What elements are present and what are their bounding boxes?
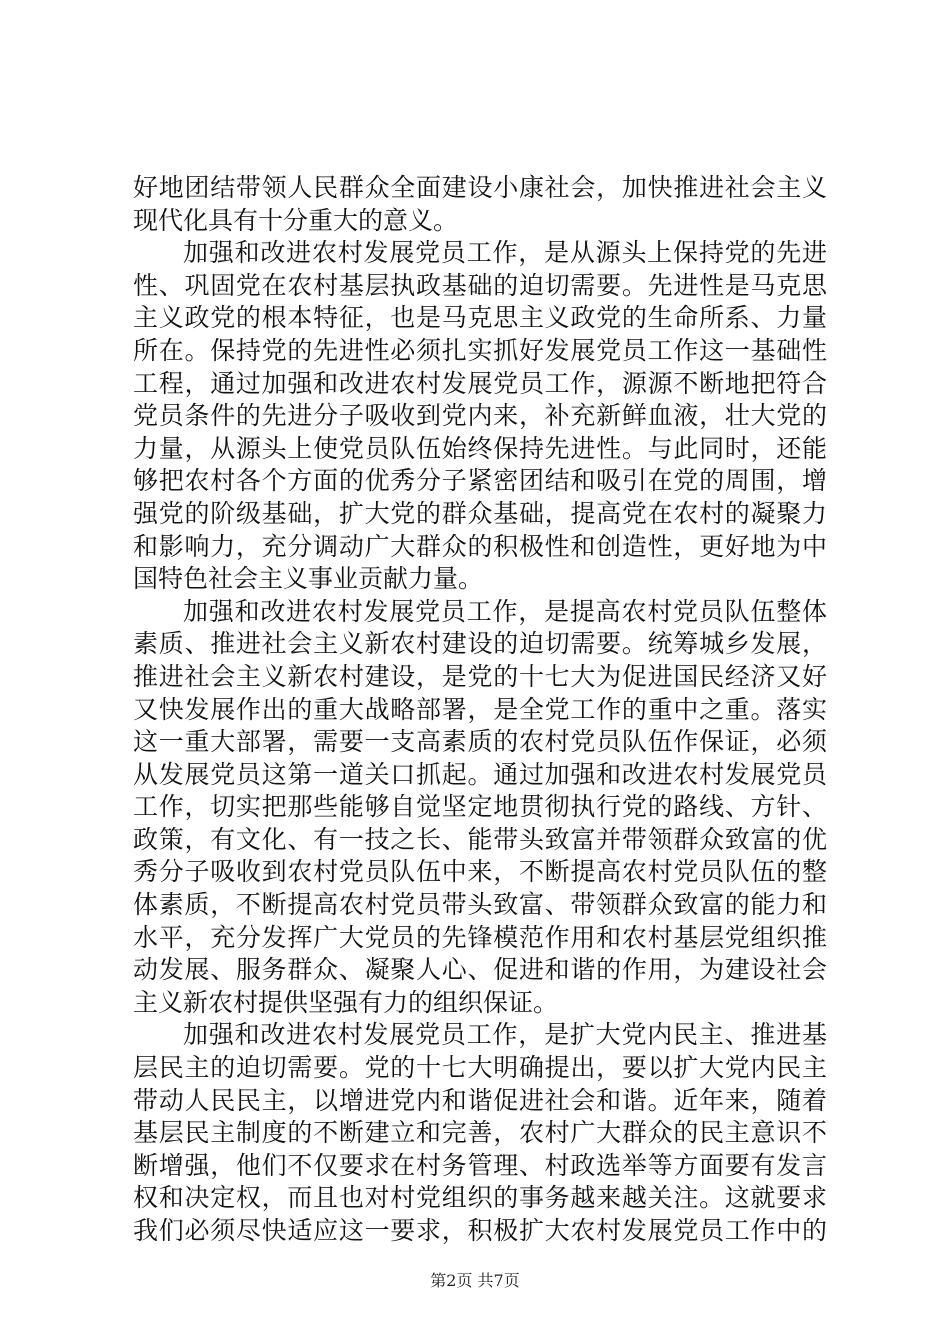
text-line: 这一重大部署，需要一支高素质的农村党员队伍作保证，必须 [133,727,827,757]
text-line: 从发展党员这第一道关口抓起。通过加强和改进农村发展党员 [133,759,827,789]
text-line: 推进社会主义新农村建设，是党的十七大为促进国民经济又好 [133,661,827,691]
text-line: 我们必须尽快适应这一要求，积极扩大农村发展党员工作中的 [133,1216,827,1245]
text-line: 和影响力，充分调动广大群众的积极性和创造性，更好地为中 [133,531,827,561]
text-line: 工作，切实把那些能够自觉坚定地贯彻执行党的路线、方针、 [133,792,827,822]
text-line: 基层民主制度的不断建立和完善，农村广大群众的民主意识不 [133,1118,827,1148]
text-line: 力量，从源头上使党员队伍始终保持先进性。与此同时，还能 [133,433,827,463]
text-line: 主义新农村提供坚强有力的组织保证。 [133,987,559,1017]
text-line: 体素质，不断提高农村党员带头致富、带领群众致富的能力和 [133,890,827,920]
text-line: 秀分子吸收到农村党员队伍中来，不断提高农村党员队伍的整 [133,857,827,887]
text-line: 工程，通过加强和改进农村发展党员工作，源源不断地把符合 [133,368,827,398]
text-line: 加强和改进农村发展党员工作，是从源头上保持党的先进 [183,238,827,268]
text-line: 现代化具有十分重大的意义。 [133,205,459,235]
text-line: 够把农村各个方面的优秀分子紧密团结和吸引在党的周围，增 [133,466,827,496]
text-line: 强党的阶级基础，扩大党的群众基础，提高党在农村的凝聚力 [133,498,827,528]
text-line: 主义政党的根本特征，也是马克思主义政党的生命所系、力量 [133,303,827,333]
text-line: 权和决定权，而且也对村党组织的事务越来越关注。这就要求 [133,1183,827,1213]
text-line: 素质、推进社会主义新农村建设的迫切需要。统筹城乡发展， [133,629,827,659]
text-line: 水平，充分发挥广大党员的先锋模范作用和农村基层党组织推 [133,922,827,952]
text-line: 又快发展作出的重大战略部署，是全党工作的重中之重。落实 [133,694,827,724]
text-line: 层民主的迫切需要。党的十七大明确提出，要以扩大党内民主 [133,1053,827,1083]
text-line: 动发展、服务群众、凝聚人心、促进和谐的作用，为建设社会 [133,955,827,985]
text-line: 党员条件的先进分子吸收到党内来，补充新鲜血液，壮大党的 [133,401,827,431]
page-footer: 第2页 共7页 [430,1271,520,1290]
text-line: 加强和改进农村发展党员工作，是提高农村党员队伍整体 [183,596,827,626]
text-line: 断增强，他们不仅要求在村务管理、村政选举等方面要有发言 [133,1150,827,1180]
text-line: 加强和改进农村发展党员工作，是扩大党内民主、推进基 [183,1020,827,1050]
text-line: 国特色社会主义事业贡献力量。 [133,564,484,594]
text-line: 政策，有文化、有一技之长、能带头致富并带领群众致富的优 [133,824,827,854]
text-line: 性、巩固党在农村基层执政基础的迫切需要。先进性是马克思 [133,270,827,300]
text-line: 所在。保持党的先进性必须扎实抓好发展党员工作这一基础性 [133,335,827,365]
body-text [133,172,827,1248]
text-line: 好地团结带领人民群众全面建设小康社会，加快推进社会主义 [133,173,827,202]
text-line: 带动人民民主，以增进党内和谐促进社会和谐。近年来，随着 [133,1085,827,1115]
